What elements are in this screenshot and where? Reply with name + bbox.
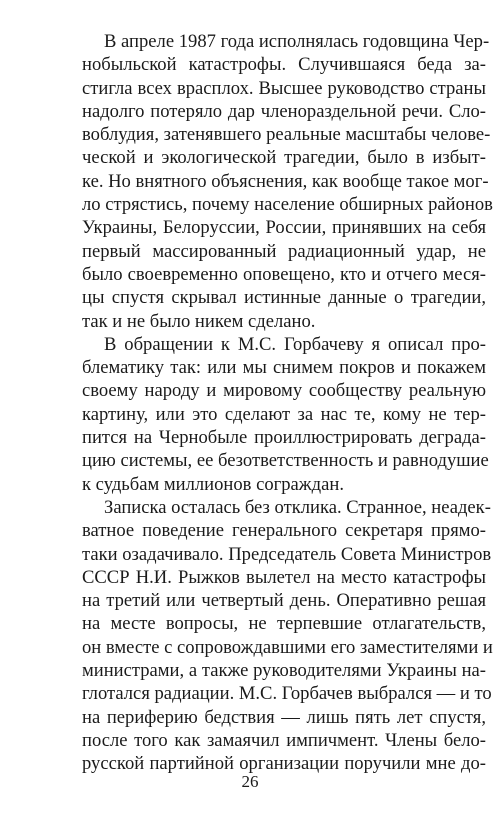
text-line: надолго потеряло дар членораздельной речи. Сло- xyxy=(82,100,486,122)
text-line: ватное поведение генерального секретаря прямо- xyxy=(82,520,486,542)
text-line: ческой и экологической трагедии, было в избыт- xyxy=(82,147,486,169)
paragraph-1 xyxy=(60,30,493,333)
page-text xyxy=(60,30,493,776)
text-line: цию системы, ее безответственность и равнодушие xyxy=(82,450,489,472)
text-line: Записка осталась без отклика. Странное, неадек- xyxy=(104,496,491,518)
paragraph-2 xyxy=(60,333,489,496)
text-line: после того как замаячил импичмент. Члены бело- xyxy=(82,729,486,751)
text-line: воблудия, затенявшего реальные масштабы челове- xyxy=(82,124,491,146)
text-line: на месте вопросы, не терпевшие отлагательств, xyxy=(82,613,486,635)
text-line: на третий или четвертый день. Оперативно решая xyxy=(82,590,486,612)
text-line: Украины, Белоруссии, России, принявших на себя xyxy=(82,217,486,239)
text-line: цы спустя скрывал истинные данные о трагедии, xyxy=(82,287,486,309)
text-line: ло стрястись, почему население обширных районов xyxy=(82,194,493,216)
text-line: русской партийной организации поручили мне до- xyxy=(82,753,486,775)
text-line: он вместе с сопровождавшими его заместителями и xyxy=(82,636,493,658)
text-line: министрами, а также руководителями Украины на- xyxy=(82,660,486,682)
text-line: блематику так: или мы снимем покров и покажем xyxy=(82,357,486,379)
paragraph-3 xyxy=(60,496,493,776)
text-line: так и не было никем сделано. xyxy=(82,310,316,332)
text-line: было своевременно оповещено, кто и отчего меся- xyxy=(82,263,486,285)
text-line: пится на Чернобыле проиллюстрировать деграда- xyxy=(82,427,486,449)
text-line: ке. Но внятного объяснения, как вообще такое мог- xyxy=(82,170,489,192)
page-number: 26 xyxy=(241,772,259,791)
text-line: таки озадачивало. Председатель Совета Министров xyxy=(82,543,492,565)
text-line: на периферию бедствия — лишь пять лет спустя, xyxy=(82,706,486,728)
text-line: нобыльской катастрофы. Случившаяся беда за- xyxy=(82,54,486,76)
text-line: картину, или это сделают за нас те, кому не тер- xyxy=(82,403,486,425)
text-line: стигла всех врасплох. Высшее руководство страны xyxy=(82,77,486,99)
text-line: к судьбам миллионов сограждан. xyxy=(82,473,344,495)
text-line: первый массированный радиационный удар, не xyxy=(82,240,486,262)
text-line: своему народу и мировому сообществу реальную xyxy=(82,380,486,402)
text-line: глотался радиации. М.С. Горбачев выбрался — и то xyxy=(82,683,492,705)
text-line: В апреле 1987 года исполнялась годовщина Чер- xyxy=(104,31,490,52)
text-line: В обращении к М.С. Горбачеву я описал про- xyxy=(104,333,486,355)
text-line: СССР Н.И. Рыжков вылетел на место катастрофы xyxy=(82,566,486,588)
